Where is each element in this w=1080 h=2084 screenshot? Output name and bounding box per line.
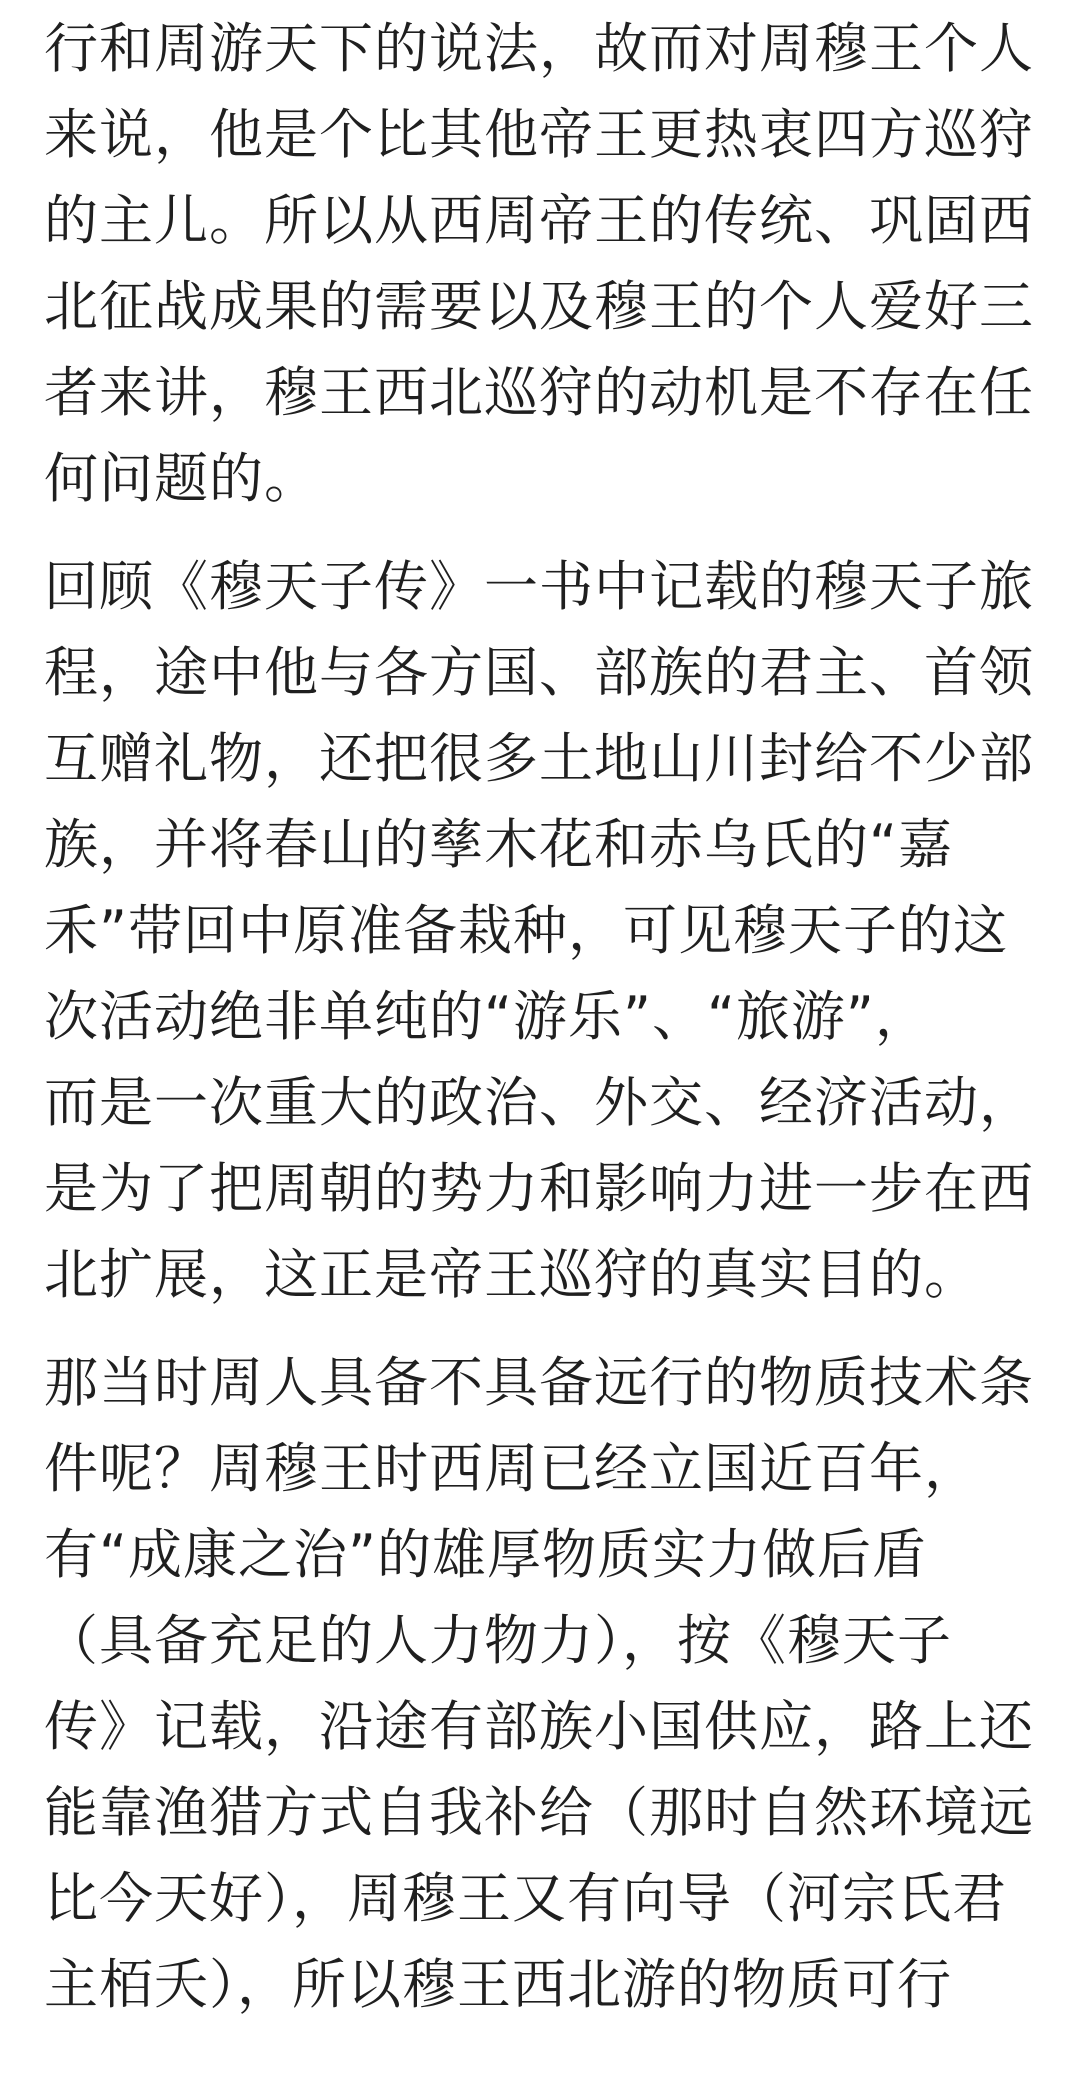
text-line: 行和周游天下的说法，故而对周穆王个人 <box>44 17 1034 80</box>
text-line: 能靠渔猎方式自我补给（那时自然环境远 <box>44 1781 1034 1844</box>
text-line: 者来讲，穆王西北巡狩的动机是不存在任 <box>44 361 1034 424</box>
text-line: 程，途中他与各方国、部族的君主、首领 <box>44 641 1034 704</box>
text-line: 传》记载，沿途有部族小国供应，路上还 <box>44 1695 1034 1758</box>
text-line: 何问题的。 <box>44 447 319 510</box>
text-line: 的主儿。所以从西周帝王的传统、巩固西 <box>44 189 1034 252</box>
text-line: 比今天好），周穆王又有向导（河宗氏君 <box>44 1867 1007 1930</box>
text-line: 那当时周人具备不具备远行的物质技术条 <box>44 1351 1034 1414</box>
text-line: 北征战成果的需要以及穆王的个人爱好三 <box>44 275 1034 338</box>
text-line: 来说，他是个比其他帝王更热衷四方巡狩 <box>44 103 1034 166</box>
text-line: 有“成康之治”的雄厚物质实力做后盾 <box>44 1523 927 1586</box>
text-line: 次活动绝非单纯的“游乐”、“旅游”， <box>44 985 930 1048</box>
paragraph-2 <box>44 544 1044 1318</box>
text-line: 禾”带回中原准备栽种，可见穆天子的这 <box>44 899 1008 962</box>
article-body <box>44 6 1044 2028</box>
paragraph-3 <box>44 1340 1044 2028</box>
text-line: 互赠礼物，还把很多土地山川封给不少部 <box>44 727 1034 790</box>
paragraph-spacer <box>44 522 1044 544</box>
text-line: 件呢？周穆王时西周已经立国近百年， <box>44 1437 979 1500</box>
text-line: 而是一次重大的政治、外交、经济活动， <box>44 1071 1034 1134</box>
paragraph-spacer <box>44 1318 1044 1340</box>
text-line: 北扩展，这正是帝王巡狩的真实目的。 <box>44 1243 979 1306</box>
text-line: 族，并将春山的孳木花和赤乌氏的“嘉 <box>44 813 953 876</box>
text-line: 主栢夭），所以穆王西北游的物质可行 <box>44 1953 952 2016</box>
text-line: 回顾《穆天子传》一书中记载的穆天子旅 <box>44 555 1034 618</box>
text-line: （具备充足的人力物力），按《穆天子 <box>44 1609 952 1672</box>
paragraph-1 <box>44 6 1044 522</box>
text-line: 是为了把周朝的势力和影响力进一步在西 <box>44 1157 1034 1220</box>
